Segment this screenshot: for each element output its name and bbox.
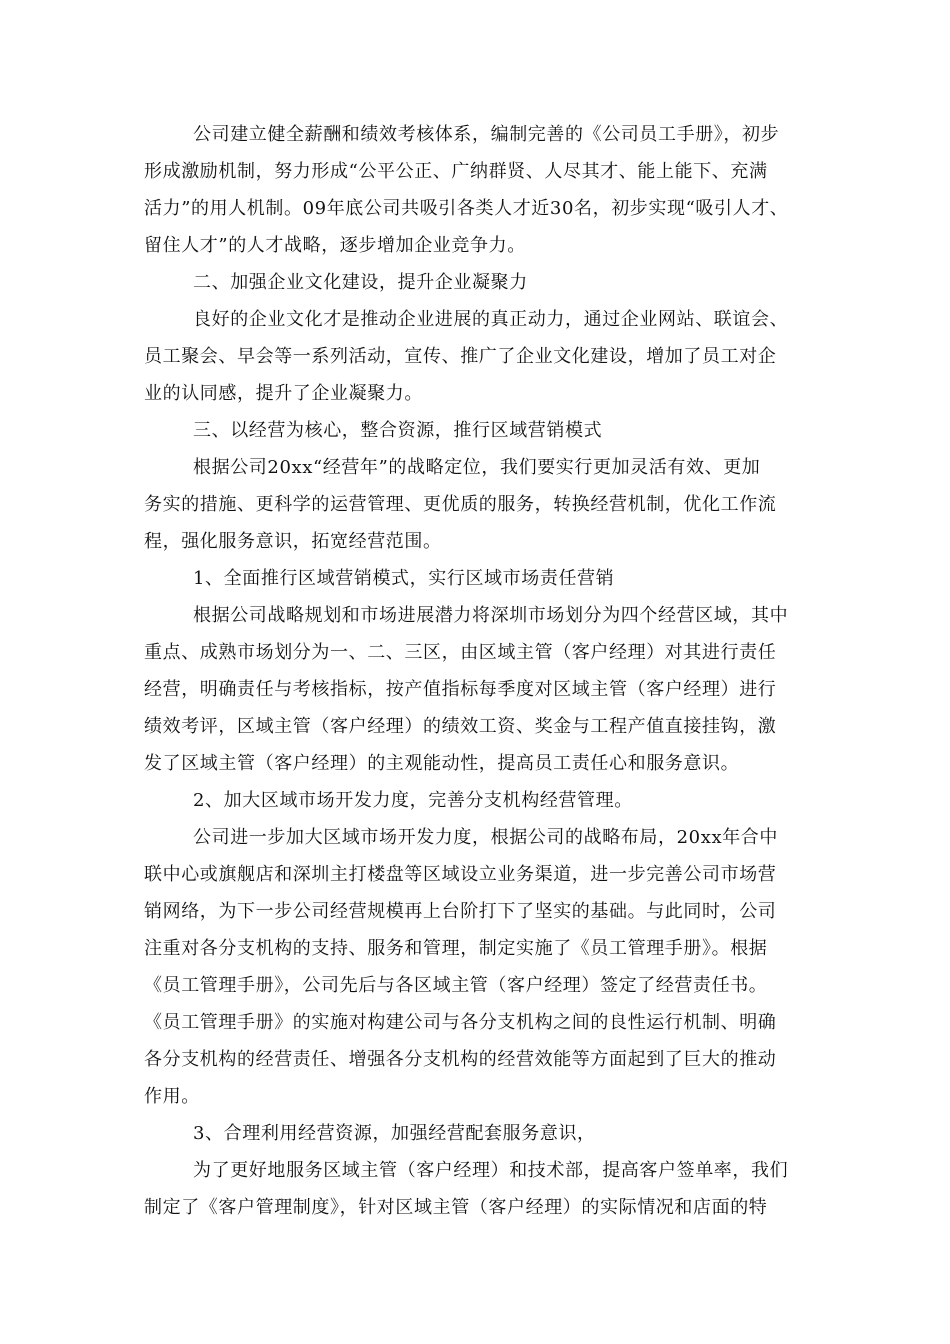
subsection-heading: 3、合理利用经营资源，加强经营配套服务意识， (193, 1123, 596, 1144)
text-line: 各分支机构的经营责任、增强各分支机构的经营效能等方面起到了巨大的推动 (144, 1049, 777, 1070)
text-line: 良好的企业文化才是推动企业进展的真正动力，通过企业网站、联谊会、 (193, 309, 789, 330)
text-line: 公司建立健全薪酬和绩效考核体系，编制完善的《公司员工手册》，初步 (193, 124, 780, 145)
text-line: 绩效考评，区域主管（客户经理）的绩效工资、奖金与工程产值直接挂钩，激 (144, 716, 777, 737)
text-line: 活力”的用人机制。09年底公司共吸引各类人才近30名，初步实现“吸引人才、 (144, 198, 789, 219)
text-line: 务实的措施、更科学的运营管理、更优质的服务，转换经营机制，优化工作流 (144, 494, 777, 515)
text-line: 《员工管理手册》的实施对构建公司与各分支机构之间的良性运行机制、明确 (144, 1012, 777, 1033)
section-heading: 三、以经营为核心，整合资源，推行区域营销模式 (193, 420, 603, 441)
text-line: 根据公司20xx“经营年”的战略定位，我们要实行更加灵活有效、更加 (193, 457, 761, 478)
text-line: 留住人才”的人才战略，逐步增加企业竞争力。 (144, 235, 526, 256)
text-line: 经营，明确责任与考核指标，按产值指标每季度对区域主管（客户经理）进行 (144, 679, 777, 700)
text-line: 注重对各分支机构的支持、服务和管理，制定实施了《员工管理手册》。根据 (144, 938, 768, 959)
subsection-heading: 1、全面推行区域营销模式，实行区域市场责任营销 (193, 568, 615, 589)
text-line: 业的认同感，提升了企业凝聚力。 (144, 383, 423, 404)
text-line: 员工聚会、早会等一系列活动，宣传、推广了企业文化建设，增加了员工对企 (144, 346, 777, 367)
text-line: 联中心或旗舰店和深圳主打楼盘等区域设立业务渠道，进一步完善公司市场营 (144, 864, 777, 885)
text-line: 作用。 (144, 1086, 200, 1107)
text-line: 销网络，为下一步公司经营规模再上台阶打下了坚实的基础。与此同时，公司 (144, 901, 777, 922)
section-heading: 二、加强企业文化建设，提升企业凝聚力 (193, 272, 528, 293)
subsection-heading: 2、加大区域市场开发力度，完善分支机构经营管理。 (193, 790, 633, 811)
text-line: 重点、成熟市场划分为一、二、三区，由区域主管（客户经理）对其进行责任 (144, 642, 777, 663)
text-line: 制定了《客户管理制度》，针对区域主管（客户经理）的实际情况和店面的特 (144, 1197, 768, 1218)
text-line: 程，强化服务意识，拓宽经营范围。 (144, 531, 442, 552)
text-line: 形成激励机制，努力形成“公平公正、广纳群贤、人尽其才、能上能下、充满 (144, 161, 768, 182)
text-line: 公司进一步加大区域市场开发力度，根据公司的战略布局，20xx年合中 (193, 827, 779, 848)
text-line: 发了区域主管（客户经理）的主观能动性，提高员工责任心和服务意识。 (144, 753, 740, 774)
text-line: 《员工管理手册》，公司先后与各区域主管（客户经理）签定了经营责任书。 (144, 975, 768, 996)
text-line: 为了更好地服务区域主管（客户经理）和技术部，提高客户签单率，我们 (193, 1160, 789, 1181)
text-line: 根据公司战略规划和市场进展潜力将深圳市场划分为四个经营区域，其中 (193, 605, 789, 626)
